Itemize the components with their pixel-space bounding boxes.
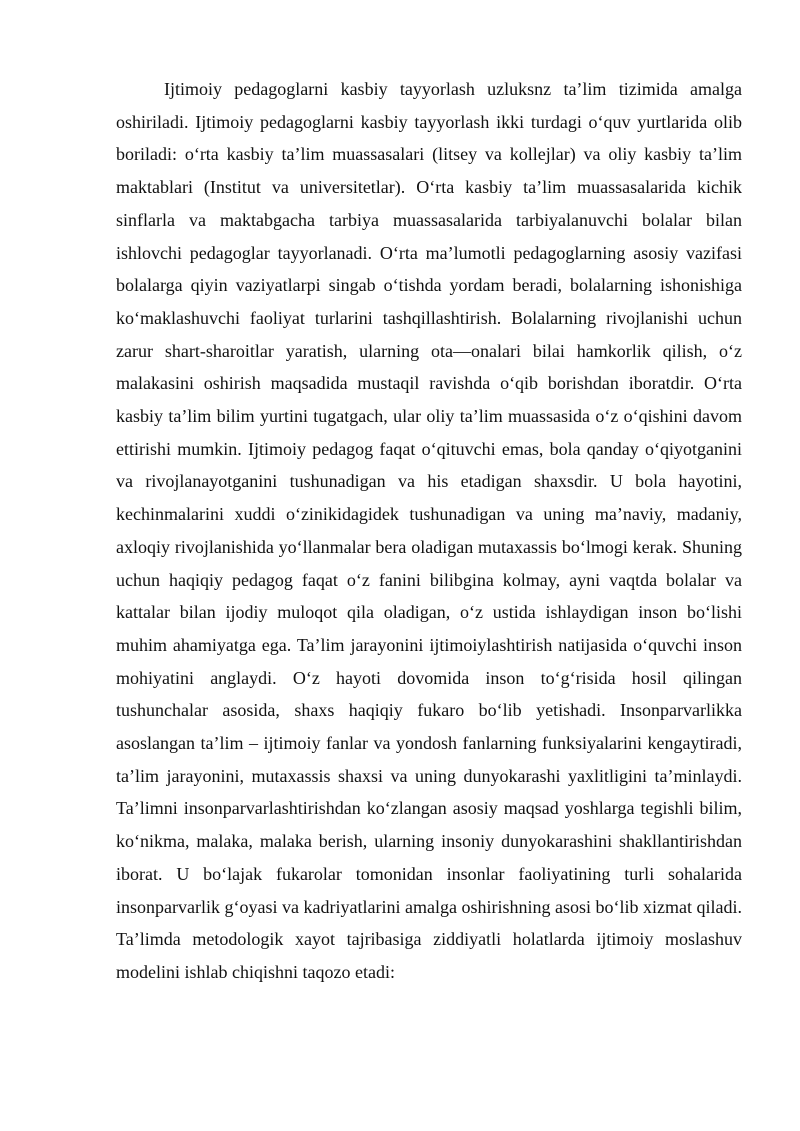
- body-paragraph: Ijtimoiy pedagoglarni kasbiy tayyorlash uzluksnz ta’lim tizimida amalga oshiriladi. Ijtimoiy pedagoglarni kasbiy tayyorlash ikki turdagi o‘quv yurtlarida olib boriladi: o‘rta kasbiy ta’lim muassasalari (litsey va kollejlar) va oliy kasbiy ta’lim maktablari (Institut va universitetlar). O‘rta kasbiy ta’lim muassasalarida kichik sinflarla va maktabgacha tarbiya muassasalarida tarbiyalanuvchi bolalar bilan ishlovchi pedagoglar tayyorlanadi. O‘rta ma’lumotli pedagoglarning asosiy vazifasi bolalarga qiyin vaziyatlarpi singab o‘tishda yordam beradi, bolalarning ishonishiga ko‘maklashuvchi faoliyat turlarini tashqillashtirish. Bolalarning rivojlanishi uchun zarur shart-sharoitlar yaratish, ularning ota—onalari bilai hamkorlik qilish, o‘z malakasini oshirish maqsadida mustaqil ravishda o‘qib borishdan iboratdir. O‘rta kasbiy ta’lim bilim yurtini tugatgach, ular oliy ta’lim muassasida o‘z o‘qishini davom ettirishi mumkin. Ijtimoiy pedagog faqat o‘qituvchi emas, bola qanday o‘qiyotganini va rivojlanayotganini tushunadigan va his etadigan shaxsdir. U bola hayotini, kechinmalarini xuddi o‘zinikidagidek tushunadigan va uning ma’naviy, madaniy, axloqiy rivojlanishida yo‘llanmalar bera oladigan mutaxassis bo‘lmogi kerak. Shuning uchun haqiqiy pedagog faqat o‘z fanini bilibgina kolmay, ayni vaqtda bolalar va kattalar bilan ijodiy muloqot qila oladigan, o‘z ustida ishlaydigan inson bo‘lishi muhim ahamiyatga ega. Ta’lim jarayonini ijtimoiylashtirish natijasida o‘quvchi inson mohiyatini anglaydi. O‘z hayoti dovomida inson to‘g‘risida hosil qilingan tushunchalar asosida, shaxs haqiqiy fukaro bo‘lib yetishadi. Insonparvarlikka asoslangan ta’lim – ijtimoiy fanlar va yondosh fanlarning funksiyalarini kengaytiradi, ta’lim jarayonini, mutaxassis shaxsi va uning dunyokarashi yaxlitligini ta’minlaydi. Ta’limni insonparvarlashtirishdan ko‘zlangan asosiy maqsad yoshlarga tegishli bilim, ko‘nikma, malaka, malaka berish, ularning insoniy dunyokarashini shakllantirishdan iborat. U bo‘lajak fukarolar tomonidan insonlar faoliyatining turli sohalarida insonparvarlik g‘oyasi va kadriyatlarini amalga oshirishning asosi bo‘lib xizmat qiladi. Ta’limda metodologik xayot tajribasiga ziddiyatli holatlarda ijtimoiy moslashuv modelini ishlab chiqishni taqozo etadi:: [116, 79, 742, 982]
